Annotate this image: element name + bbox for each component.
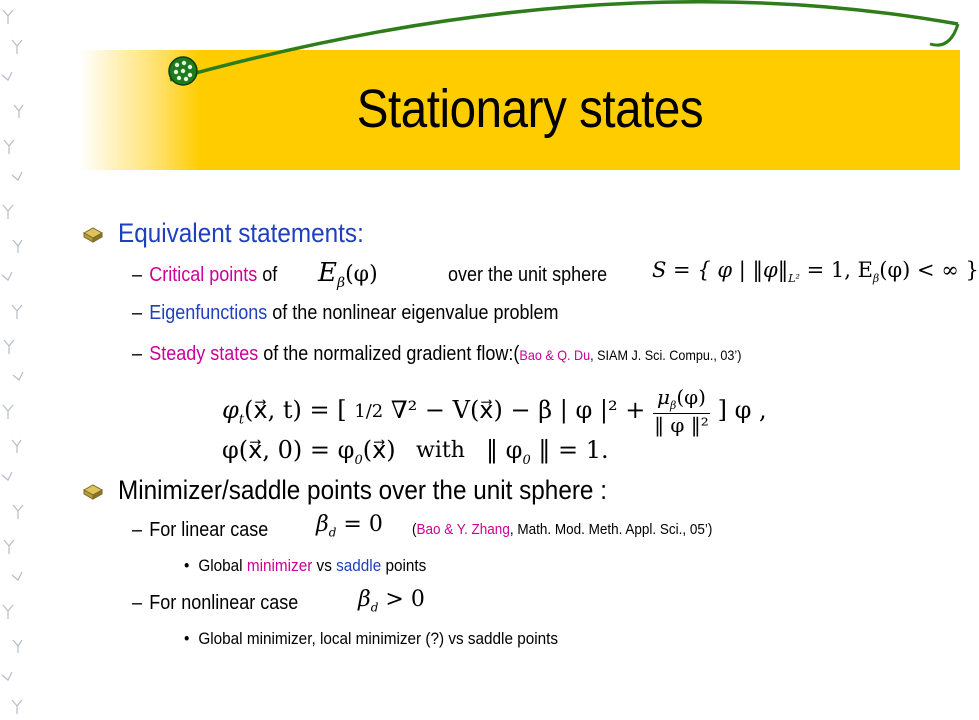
item-critical-points [132,264,277,287]
sub-global-minimizer-saddle: • Global minimizer vs saddle points [184,556,427,575]
eigenfunctions-highlight: Eigenfunctions [149,302,268,324]
over-unit-sphere-text: over the unit sphere [448,264,608,286]
bullet-icon [82,224,104,246]
dotted-ball-icon [169,57,197,85]
linear-case-text: For linear case [149,519,269,541]
nonlinear-beta-condition: $\beta_d > 0$ [358,587,425,615]
linear-beta-condition: $\beta_d = 0$ [316,512,383,540]
dash: – [132,264,143,286]
linear-case-reference: (Bao & Y. Zhang, Math. Mod. Meth. Appl. Sci., 05’) [412,521,713,538]
mu-fraction: $\frac{\mu_\beta(\varphi)}{\text{‖ φ ‖²}}$ [654,385,709,437]
minimizer-highlight: minimizer [246,556,313,575]
critical-points-text: of [257,264,278,286]
steady-states-highlight: Steady states [149,343,259,365]
dash: – [132,302,143,324]
sub-global-local-minimizer: • Global minimizer, local minimizer (?) vs saddle points [184,629,559,648]
item-steady-states [132,343,741,366]
half-fraction: 1/2 [354,400,384,422]
heading-equivalent-statements: Equivalent statements: [118,218,364,248]
item-nonlinear-case [132,592,298,615]
energy-functional: $E_\beta(\varphi)$ [318,258,378,292]
eigenfunctions-text: of the nonlinear eigenvalue problem [267,302,559,324]
ref-rest: , SIAM J. Sci. Compu., 03’) [590,347,742,363]
dash: – [132,343,143,365]
critical-points-highlight: Critical points [149,264,258,286]
nonlinear-case-text: For nonlinear case [149,592,299,614]
dash: – [132,592,143,614]
initial-condition-norm: ‖ $\varphi_0$ ‖ = 1. [486,436,609,468]
ref-rest: , Math. Mod. Meth. Appl. Sci., 05’) [509,521,713,538]
slide-title: Stationary states [356,79,704,139]
saddle-highlight: saddle [336,556,382,575]
steady-states-text: of the normalized gradient flow:( [258,343,520,365]
gradient-flow-equation: $\varphi_t(x⃗$, t) = [ 1/2 ∇² − V(x⃗) − β | φ |² + $\frac{\mu_\beta(\varphi)}{\text{‖ φ ‖²}}$ ] φ , [222,385,767,437]
item-linear-case [132,519,268,542]
ref-authors: Bao & Q. Du [519,347,591,363]
with-word: with [416,438,465,463]
dash: – [132,519,143,541]
initial-condition-lhs: φ(x⃗, $0) = \varphi_0(x⃗)$ [222,436,396,468]
bullet-icon [82,481,104,503]
unit-sphere-set: S = { φ | $‖\varphi‖_{L^2} = 1$, $E_\beta(\varphi)$ < ∞ } [652,258,979,286]
ref-authors: Bao & Y. Zhang [416,521,510,538]
heading-minimizer-saddle: Minimizer/saddle points over the unit sphere : [118,475,607,505]
item-eigenfunctions [132,302,559,325]
